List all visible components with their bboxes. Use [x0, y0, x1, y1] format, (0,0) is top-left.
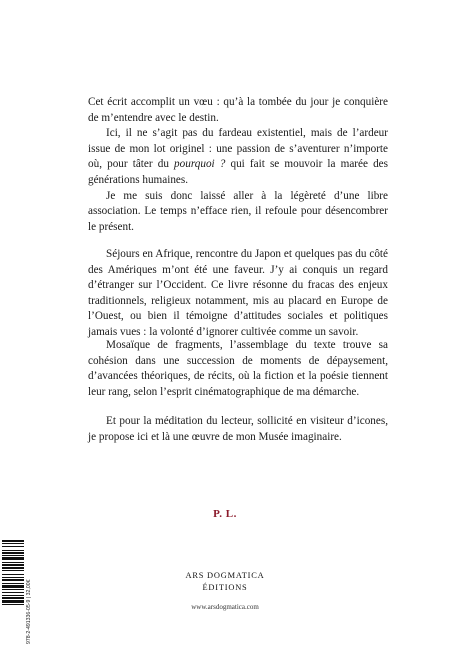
paragraph-2-end: qui fait se mouvoir la marée des générations humaines.: [88, 158, 388, 186]
paragraph-1: Cet écrit accomplit un vœu : qu’à la tombée du jour je conquière de m’entendre avec le destin.: [88, 96, 388, 124]
publisher-line-2: ÉDITIONS: [202, 583, 248, 592]
paragraph-5: Mosaïque de fragments, l’assemblage du texte trouve sa cohésion dans une succession de moments de dépaysement, d’avancées théoriques, de récits, où la fiction et la poésie tiennent leur rang, selon l’esprit cinématographique de ma démarche.: [88, 339, 388, 398]
paragraph-2: [88, 126, 388, 188]
paragraph-2-start: Ici, il ne s’agit pas du fardeau existentiel, mais de l’ardeur issue de mon lot originel : une passion de s’aventurer n’importe où, pour tâter du: [88, 127, 388, 171]
paragraph-2-italic: pourquoi ?: [174, 158, 226, 171]
museum-section: [88, 414, 388, 445]
paragraph-6: Et pour la méditation du lecteur, sollicité en visiteur d’icones, je propose ici et là une œuvre de mon Musée imaginaire.: [88, 415, 388, 443]
publisher-website: www.arsdogmatica.com: [191, 603, 259, 611]
paragraph-3: Je me suis donc laissé aller à la légèreté d’une libre association. Le temps n’efface rien, il refoule pour désencombrer le présent.: [88, 189, 388, 233]
paragraph-4: Séjours en Afrique, rencontre du Japon et quelques pas du côté des Amériques m’ont été une faveur. J’y ai conquis un regard d’étranger sur l’Occident. Ce livre résonne du fracas des enjeux traditionnels, religieux notamment, mis au placard en Europe de l’Ouest, ou bien il témoigne d’attitudes sociales et politiques jamais vues : la volonté d’ignorer cultivée comme un savoir.: [88, 248, 388, 338]
isbn-text: 978-2-491336-05-9 | 32,00€: [26, 579, 32, 644]
barcode-icon: [2, 538, 24, 645]
publisher-line-1: ARS DOGMATICA: [185, 571, 265, 580]
travel-section: [88, 247, 388, 341]
publisher-name: [0, 570, 450, 594]
author-signature: P. L.: [213, 508, 237, 520]
intro-section: [88, 95, 388, 235]
mosaic-section: [88, 338, 388, 400]
